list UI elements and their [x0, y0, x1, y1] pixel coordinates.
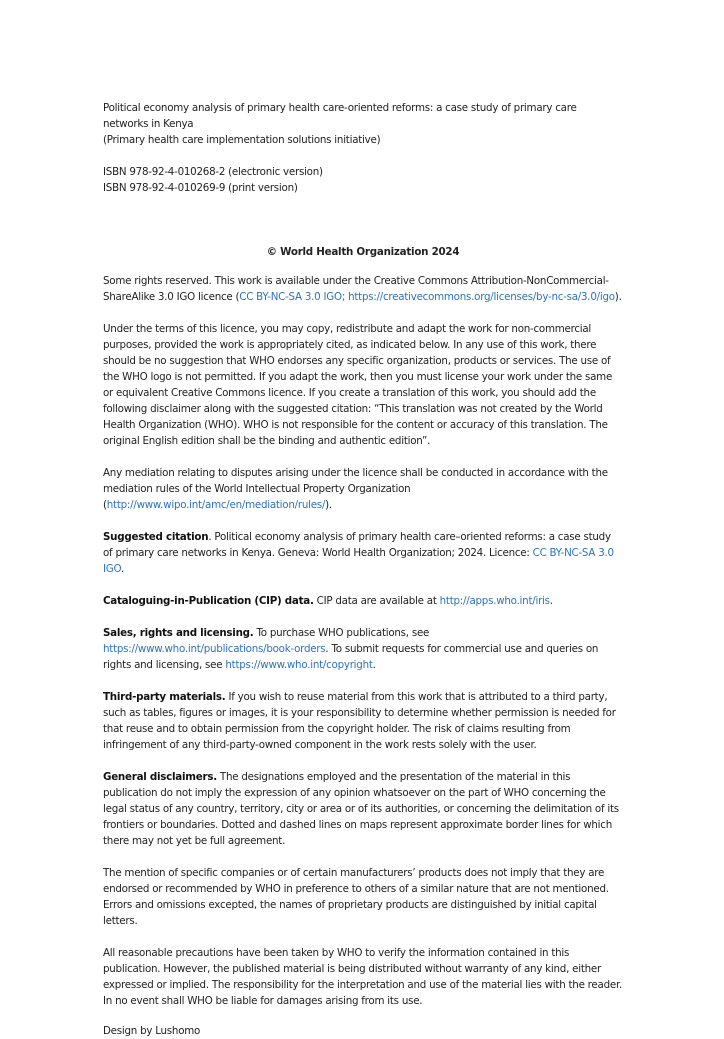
- general-disclaimers-text: The designations employed and the presentation of the material in this publication do not imply the expression of any opinion whatsoever on the part of WHO concerning the legal status of any country, territory, city or area or of its authorities, or concerning the delimitation of its frontiers or boundaries. Dotted and dashed lines on maps represent approximate border lines for which there may not yet be full agreement.: [103, 771, 619, 847]
- cip-text-end: .: [549, 595, 553, 607]
- citation-paragraph: [103, 529, 623, 577]
- rights-text: Some rights reserved. This work is available under the Creative Commons Attribution-NonCommercial-ShareAlike 3.0 IGO licence (: [103, 275, 609, 303]
- book-orders-link[interactable]: https://www.who.int/publications/book-orders: [103, 643, 326, 655]
- cip-paragraph: [103, 593, 623, 609]
- sales-text-middle: . To submit requests for commercial use and queries on rights and licensing, see: [103, 643, 599, 671]
- iris-link[interactable]: http://apps.who.int/iris: [439, 595, 550, 607]
- cip-text: CIP data are available at: [313, 595, 440, 607]
- mediation-text-end: ).: [325, 499, 332, 511]
- sales-text: To purchase WHO publications, see: [253, 627, 430, 639]
- copyright-page: [103, 100, 623, 1039]
- general-disclaimers-heading: General disclaimers.: [103, 771, 217, 783]
- citation-text-end: .: [120, 563, 124, 575]
- terms-paragraph: Under the terms of this licence, you may copy, redistribute and adapt the work for non-commercial purposes, provided the work is appropriately cited, as indicated below. In any use of this work, there should be no suggestion that WHO endorses any specific organization, products or services. The use of the WHO logo is not permitted. If you adapt the work, then you must license your work under the same or equivalent Creative Commons licence. If you create a translation of this work, you should add the following disclaimer along with the suggested citation: “This translation was not created by the World Health Organization (WHO). WHO is not responsible for the content or accuracy of this translation. The original English edition shall be the binding and authentic edition”.: [103, 323, 613, 447]
- copyright-notice: © World Health Organization 2024: [266, 246, 460, 258]
- wipo-link[interactable]: http://www.wipo.int/amc/en/mediation/rules/: [106, 499, 326, 511]
- isbn-print: ISBN 978-92-4-010269-9 (print version): [103, 182, 298, 194]
- mediation-text: Any mediation relating to disputes arising under the licence shall be conducted in accordance with the mediation rules of the World Intellectual Property Organization (: [103, 467, 608, 511]
- copyright-link[interactable]: https://www.who.int/copyright: [225, 659, 373, 671]
- citation-licence-link[interactable]: CC BY-NC-SA 3.0 IGO: [103, 547, 614, 575]
- rights-text-end: ).: [614, 291, 622, 303]
- mention-paragraph: The mention of specific companies or of certain manufacturers’ products does not imply that they are endorsed or recommended by WHO in preference to others of a similar nature that are not mentioned. Errors and omissions excepted, the names of proprietary products are distinguished by initial capital letters.: [103, 867, 609, 927]
- publication-title: Political economy analysis of primary health care-oriented reforms: a case study of primary care networks in Kenya: [103, 102, 577, 130]
- sales-text-end: .: [372, 659, 376, 671]
- sales-heading: Sales, rights and licensing.: [103, 627, 254, 639]
- precautions-paragraph: All reasonable precautions have been taken by WHO to verify the information contained in this publication. However, the published material is being distributed without warranty of any kind, either expressed or implied. The responsibility for the interpretation and use of the material lies with the reader. In no event shall WHO be liable for damages arising from its use.: [103, 947, 623, 1007]
- general-disclaimers-paragraph: [103, 769, 623, 849]
- third-party-heading: Third-party materials.: [103, 691, 226, 703]
- mediation-paragraph: [103, 465, 623, 513]
- citation-heading: Suggested citation: [103, 531, 209, 543]
- rights-paragraph: [103, 273, 623, 305]
- citation-text: . Political economy analysis of primary health care–oriented reforms: a case study of primary care networks in Kenya. Geneva: World Health Organization; 2024. Licence:: [103, 531, 611, 559]
- isbn-electronic: ISBN 978-92-4-010268-2 (electronic version): [103, 166, 323, 178]
- design-credit: Design by Lushomo: [103, 1025, 201, 1037]
- series-name: (Primary health care implementation solutions initiative): [103, 134, 381, 146]
- third-party-text: If you wish to reuse material from this work that is attributed to a third party, such as tables, figures or images, it is your responsibility to determine whether permission is needed for that reuse and to obtain permission from the copyright holder. The risk of claims resulting from infringement of any third-party-owned component in the work rests solely with the user.: [103, 691, 616, 751]
- cip-heading: Cataloguing-in-Publication (CIP) data.: [103, 595, 314, 607]
- sales-paragraph: [103, 625, 623, 673]
- third-party-paragraph: [103, 689, 623, 753]
- licence-link[interactable]: CC BY-NC-SA 3.0 IGO; https://creativecommons.org/licenses/by-nc-sa/3.0/igo: [239, 291, 615, 303]
